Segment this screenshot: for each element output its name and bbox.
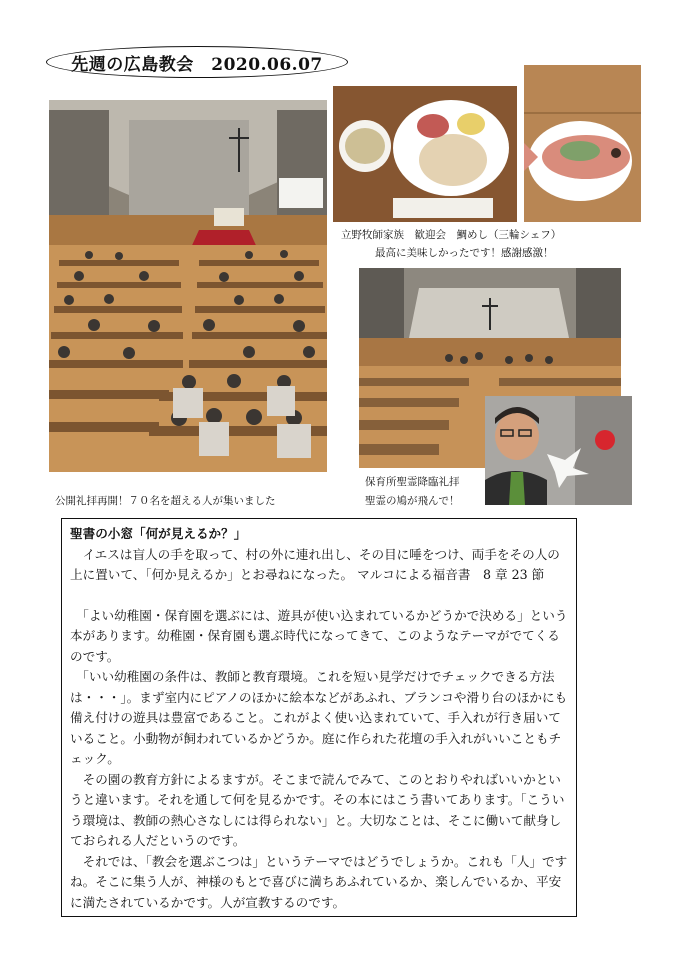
welcome-caption-line2: 最高に美味しかったです！感謝感激！: [375, 247, 554, 259]
pentecost-caption-line1: 保育所聖霊降臨礼拝: [365, 476, 460, 488]
church-interior-photo: [49, 100, 327, 472]
article-verse: イエスは盲人の手を取って、村の外に連れ出し、その目に唾をつけ、両手をその人の上に置いて、「何か見えるか」とお尋ねになった。 マルコによる福音書 8 章 23 節: [70, 546, 560, 582]
pentecost-caption-line2: 聖霊の鳩が飛んで！: [365, 495, 460, 507]
page-title: 先週の広島教会 2020.06.07: [71, 54, 323, 75]
welcome-caption-line1: 立野牧師家族 歓迎会 鯛めし（三輪シェフ）: [341, 229, 562, 241]
bible-window-article: [61, 518, 577, 917]
meal-photo: [333, 86, 517, 222]
title-oval: [46, 46, 348, 78]
article-paragraph: 「よい幼稚園・保育園を選ぶには、遊具が使い込まれているかどうかで決める」という本があります。幼稚園・保育園も選ぶ時代になってきて、このようなテーマがでてくるのです。: [70, 607, 568, 664]
article-paragraph: その園の教育方針によるますが。そこまで読んでみて、このとおりやればいいかというと違います。それを通して何を見るかです。その本にはこう書いてあります。「こういう環境は、教師の熱心さなしには得られない」と。大切なことは、そこに働いて献身しておられる人だというのです。: [70, 771, 565, 848]
article-paragraph: 「いい幼稚園の条件は、教師と教育環境。これを短い見学だけでチェックできる方法は・・・」。まず室内にピアノのほかに絵本などがあふれ、ブランコや滑り台のほかにも備え付けの遊具は豊富であること。これがよく使い込まれていて、手入れが行き届いていること。小動物が飼われているかどうか。庭に作られた花壇の手入れがいいこともチェック。: [70, 669, 568, 766]
paragraph-gap: [70, 586, 568, 606]
article-title: 聖書の小窓「何が見えるか？」: [70, 526, 247, 541]
sea-bream-photo: [524, 65, 641, 222]
reopen-caption: 公開礼拝再開！７０名を超える人が集いました: [55, 495, 276, 507]
pastor-dove-photo: [485, 396, 632, 505]
article-paragraph: それでは、「教会を選ぶこつは」というテーマではどうでしょうか。これも「人」ですね。そこに集う人が、神様のもとで喜びに満ちあふれているか、楽しんでいるか、平安に満たされているかです。人が宣教するのです。: [70, 853, 568, 910]
